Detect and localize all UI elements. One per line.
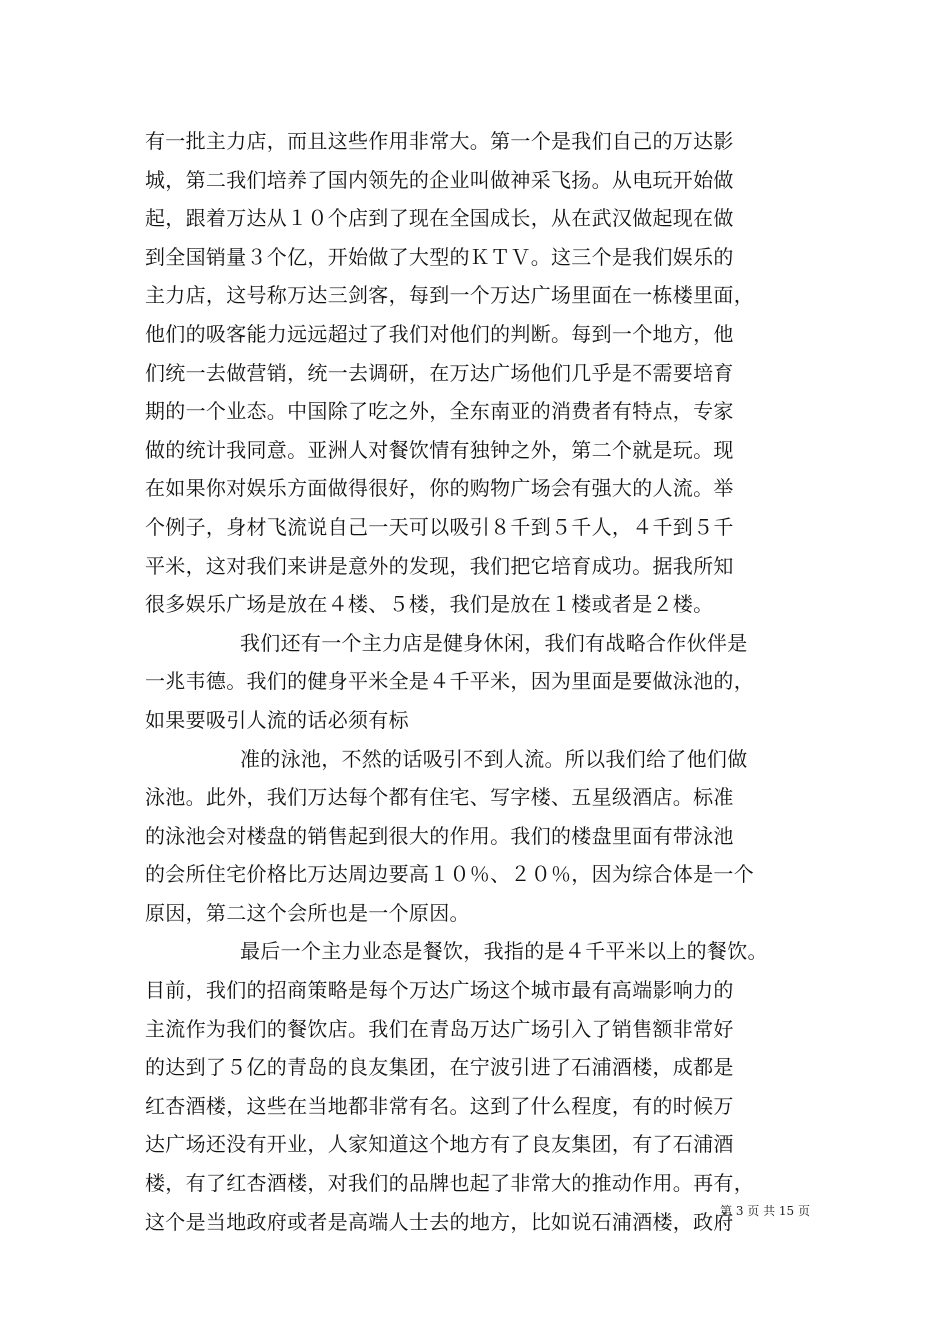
- body-text: [145, 122, 810, 1241]
- text-line: 如果要吸引人流的话必须有标: [145, 707, 409, 732]
- text-line: 有一批主力店，而且这些作用非常大。第一个是我们自己的万达影: [145, 129, 734, 153]
- text-line: 一兆韦德。我们的健身平米全是４千平米，因为里面是要做泳池的，: [145, 669, 754, 694]
- text-line: 主流作为我们的餐饮店。我们在青岛万达广场引入了销售额非常好: [145, 1016, 734, 1041]
- paragraph-start-line: 最后一个主力业态是餐饮，我指的是４千平米以上的餐饮。: [240, 939, 768, 964]
- text-line: 做的统计我同意。亚洲人对餐饮情有独钟之外，第二个就是玩。现: [145, 437, 734, 462]
- text-line: 很多娱乐广场是放在４楼、５楼，我们是放在１楼或者是２楼。: [145, 592, 714, 617]
- text-line: 达广场还没有开业，人家知道这个地方有了良友集团，有了石浦酒: [145, 1132, 734, 1157]
- text-line: 泳池。此外，我们万达每个都有住宅、写字楼、五星级酒店。标准: [145, 785, 734, 810]
- text-line: 目前，我们的招商策略是每个万达广场这个城市最有高端影响力的: [145, 978, 734, 1003]
- page-number-footer: 第 3 页 共 15 页: [720, 1204, 810, 1218]
- text-line: 这个是当地政府或者是高端人士去的地方，比如说石浦酒楼，政府: [145, 1209, 734, 1234]
- text-line: 原因，第二这个会所也是一个原因。: [145, 900, 470, 925]
- text-line: 个例子，身材飞流说自己一天可以吸引８千到５千人，４千到５千: [145, 514, 734, 539]
- text-line: 起，跟着万达从１０个店到了现在全国成长，从在武汉做起现在做: [145, 206, 734, 231]
- text-line: 城，第二我们培养了国内领先的企业叫做神采飞扬。从电玩开始做: [145, 167, 734, 192]
- text-line: 的达到了５亿的青岛的良友集团，在宁波引进了石浦酒楼，成都是: [145, 1055, 734, 1080]
- text-line: 的泳池会对楼盘的销售起到很大的作用。我们的楼盘里面有带泳池: [145, 823, 734, 848]
- text-line: 期的一个业态。中国除了吃之外，全东南亚的消费者有特点，专家: [145, 399, 734, 424]
- text-line: 平米，这对我们来讲是意外的发现，我们把它培育成功。据我所知: [145, 553, 734, 578]
- text-line: 的会所住宅价格比万达周边要高１０％、２０％，因为综合体是一个: [145, 862, 754, 887]
- paragraph-start-line: 我们还有一个主力店是健身休闲，我们有战略合作伙伴是: [240, 630, 748, 655]
- text-line: 主力店，这号称万达三剑客，每到一个万达广场里面在一栋楼里面，: [145, 283, 754, 308]
- text-line: 们统一去做营销，统一去调研，在万达广场他们几乎是不需要培育: [145, 360, 734, 385]
- paragraph-start-line: 准的泳池，不然的话吸引不到人流。所以我们给了他们做: [240, 746, 748, 771]
- text-line: 在如果你对娱乐方面做得很好，你的购物广场会有强大的人流。举: [145, 476, 734, 501]
- text-line: 到全国销量３个亿，开始做了大型的ＫＴＶ。这三个是我们娱乐的: [145, 244, 734, 269]
- text-line: 红杏酒楼，这些在当地都非常有名。这到了什么程度，有的时候万: [145, 1093, 734, 1118]
- text-line: 楼，有了红杏酒楼，对我们的品牌也起了非常大的推动作用。再有，: [145, 1171, 754, 1196]
- text-line: 他们的吸客能力远远超过了我们对他们的判断。每到一个地方，他: [145, 321, 734, 346]
